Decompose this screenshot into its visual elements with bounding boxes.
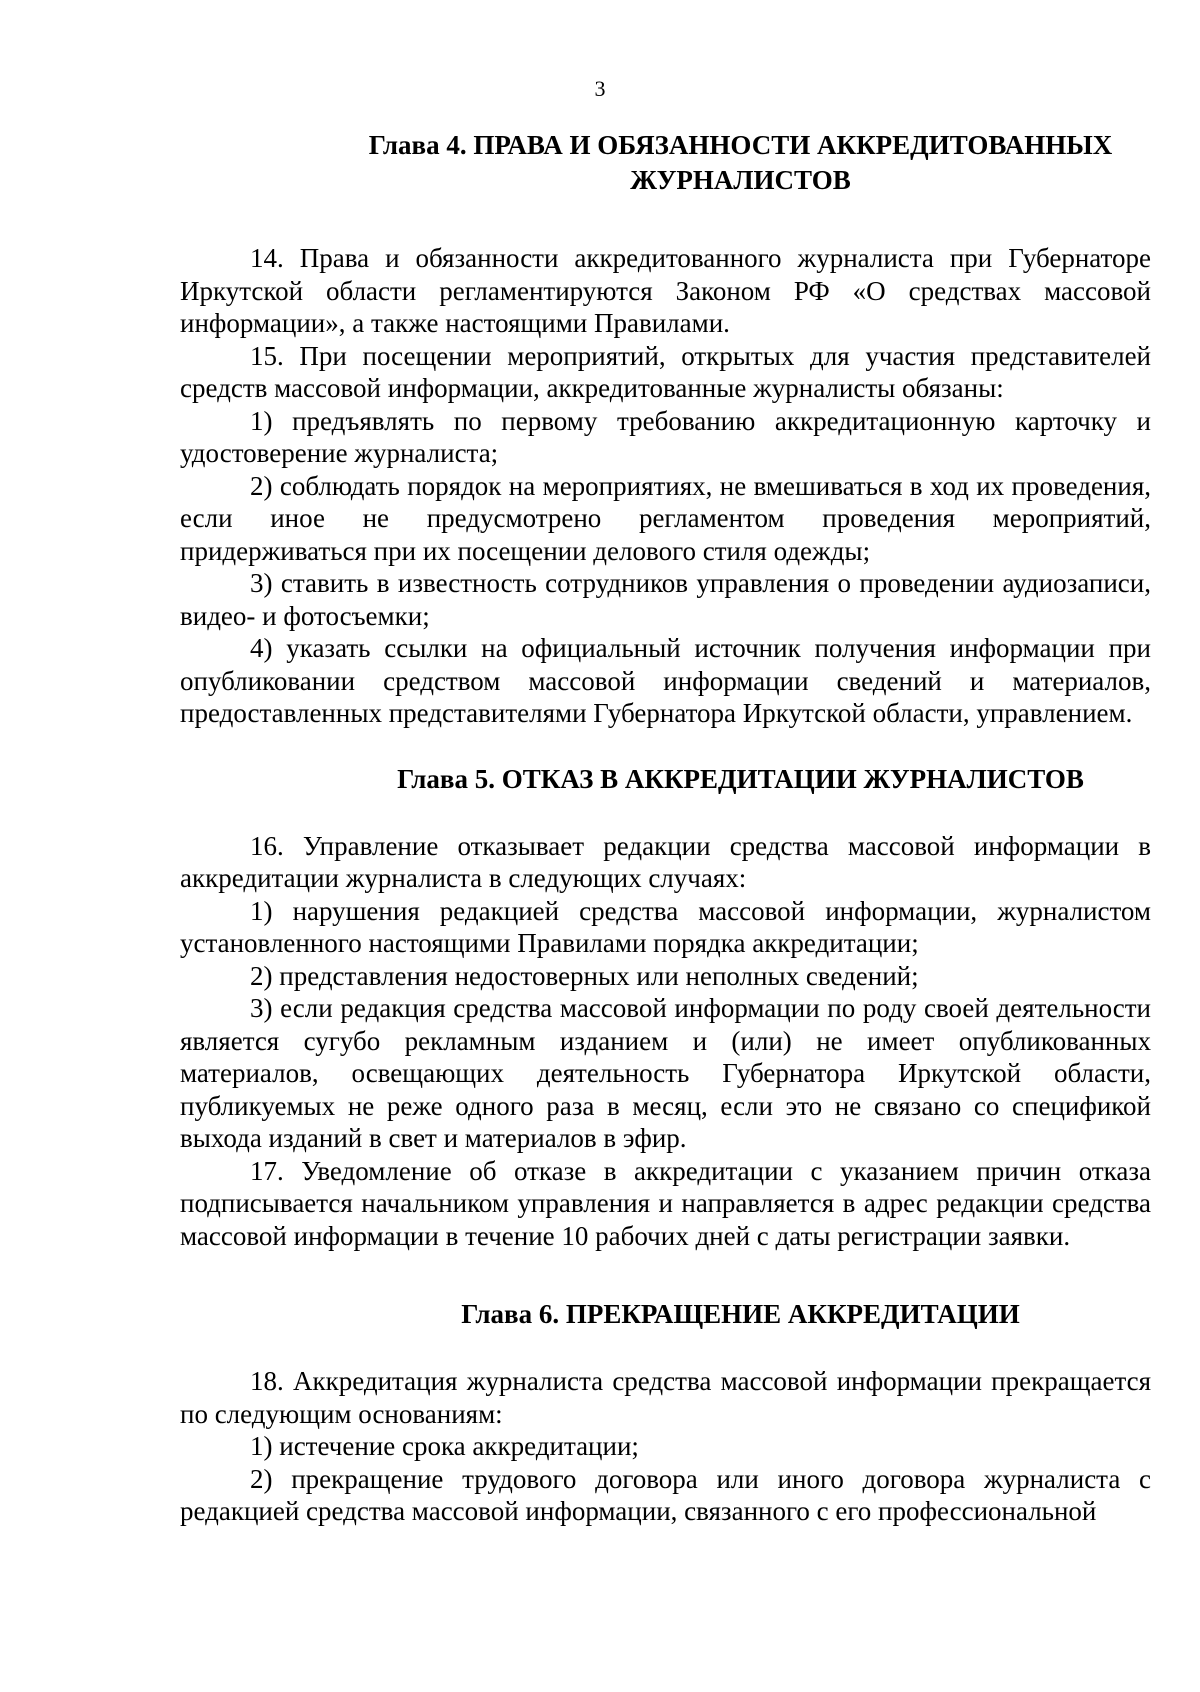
paragraph-18: 18. Аккредитация журналиста средства массовой информации прекращается по следующим основаниям: bbox=[180, 1366, 1151, 1429]
paragraph-16-item-1: 1) нарушения редакцией средства массовой информации, журналистом установленного настоящими Правилами порядка аккредитации; bbox=[180, 895, 1151, 958]
paragraph-15-item-4: 4) указать ссылки на официальный источник получения информации при опубликовании средством массовой информации сведений и материалов, предоставленных представителями Губернатора Иркутской области, управлением. bbox=[180, 633, 1151, 728]
paragraph-16: 16. Управление отказывает редакции средства массовой информации в аккредитации журналиста в следующих случаях: bbox=[180, 830, 1151, 893]
chapter-5-heading: Глава 5. ОТКАЗ В АККРЕДИТАЦИИ ЖУРНАЛИСТОВ bbox=[397, 763, 1084, 794]
chapter-6-heading: Глава 6. ПРЕКРАЩЕНИЕ АККРЕДИТАЦИИ bbox=[461, 1299, 1020, 1329]
chapter-4-heading: Глава 4. ПРАВА И ОБЯЗАННОСТИ АККРЕДИТОВАННЫХ ЖУРНАЛИСТОВ bbox=[368, 130, 1113, 195]
paragraph-15: 15. При посещении мероприятий, открытых для участия представителей средств массовой информации, аккредитованные журналисты обязаны: bbox=[180, 340, 1151, 403]
paragraph-18-item-1: 1) истечение срока аккредитации; bbox=[250, 1431, 639, 1461]
chapter-4 bbox=[180, 128, 1151, 730]
chapter-5 bbox=[180, 762, 1151, 1253]
page-number: 3 bbox=[594, 76, 606, 101]
paragraph-16-item-3: 3) если редакция средства массовой информации по роду своей деятельности является сугубо рекламным изданием и (или) не имеет опубликованных материалов, освещающих деятельность Губернатора Иркутской области, публикуемых не реже одного раза в месяц, если это не связано со спецификой выхода изданий в свет и материалов в эфир. bbox=[180, 993, 1151, 1153]
paragraph-15-item-3: 3) ставить в известность сотрудников управления о проведении аудиозаписи, видео- и фотосъемки; bbox=[180, 568, 1151, 631]
paragraph-18-item-2: 2) прекращение трудового договора или иного договора журналиста с редакцией средства массовой информации, связанного с его профессиональной bbox=[180, 1463, 1151, 1526]
paragraph-15-item-2: 2) соблюдать порядок на мероприятиях, не вмешиваться в ход их проведения, если иное не предусмотрено регламентом проведения мероприятий, придерживаться при их посещении делового стиля одежды; bbox=[180, 470, 1151, 566]
paragraph-14: 14. Права и обязанности аккредитованного журналиста при Губернаторе Иркутской области регламентируются Законом РФ «О средствах массовой информации», а также настоящими Правилами. bbox=[180, 243, 1151, 338]
paragraph-17: 17. Уведомление об отказе в аккредитации с указанием причин отказа подписывается начальником управления и направляется в адрес редакции средства массовой информации в течение 10 рабочих дней с даты регистрации заявки. bbox=[180, 1155, 1151, 1251]
paragraph-15-item-1: 1) предъявлять по первому требованию аккредитационную карточку и удостоверение журналиста; bbox=[180, 405, 1151, 468]
chapter-6 bbox=[180, 1297, 1151, 1528]
paragraph-16-item-2: 2) представления недостоверных или неполных сведений; bbox=[250, 960, 919, 991]
document-body bbox=[180, 128, 1151, 1528]
